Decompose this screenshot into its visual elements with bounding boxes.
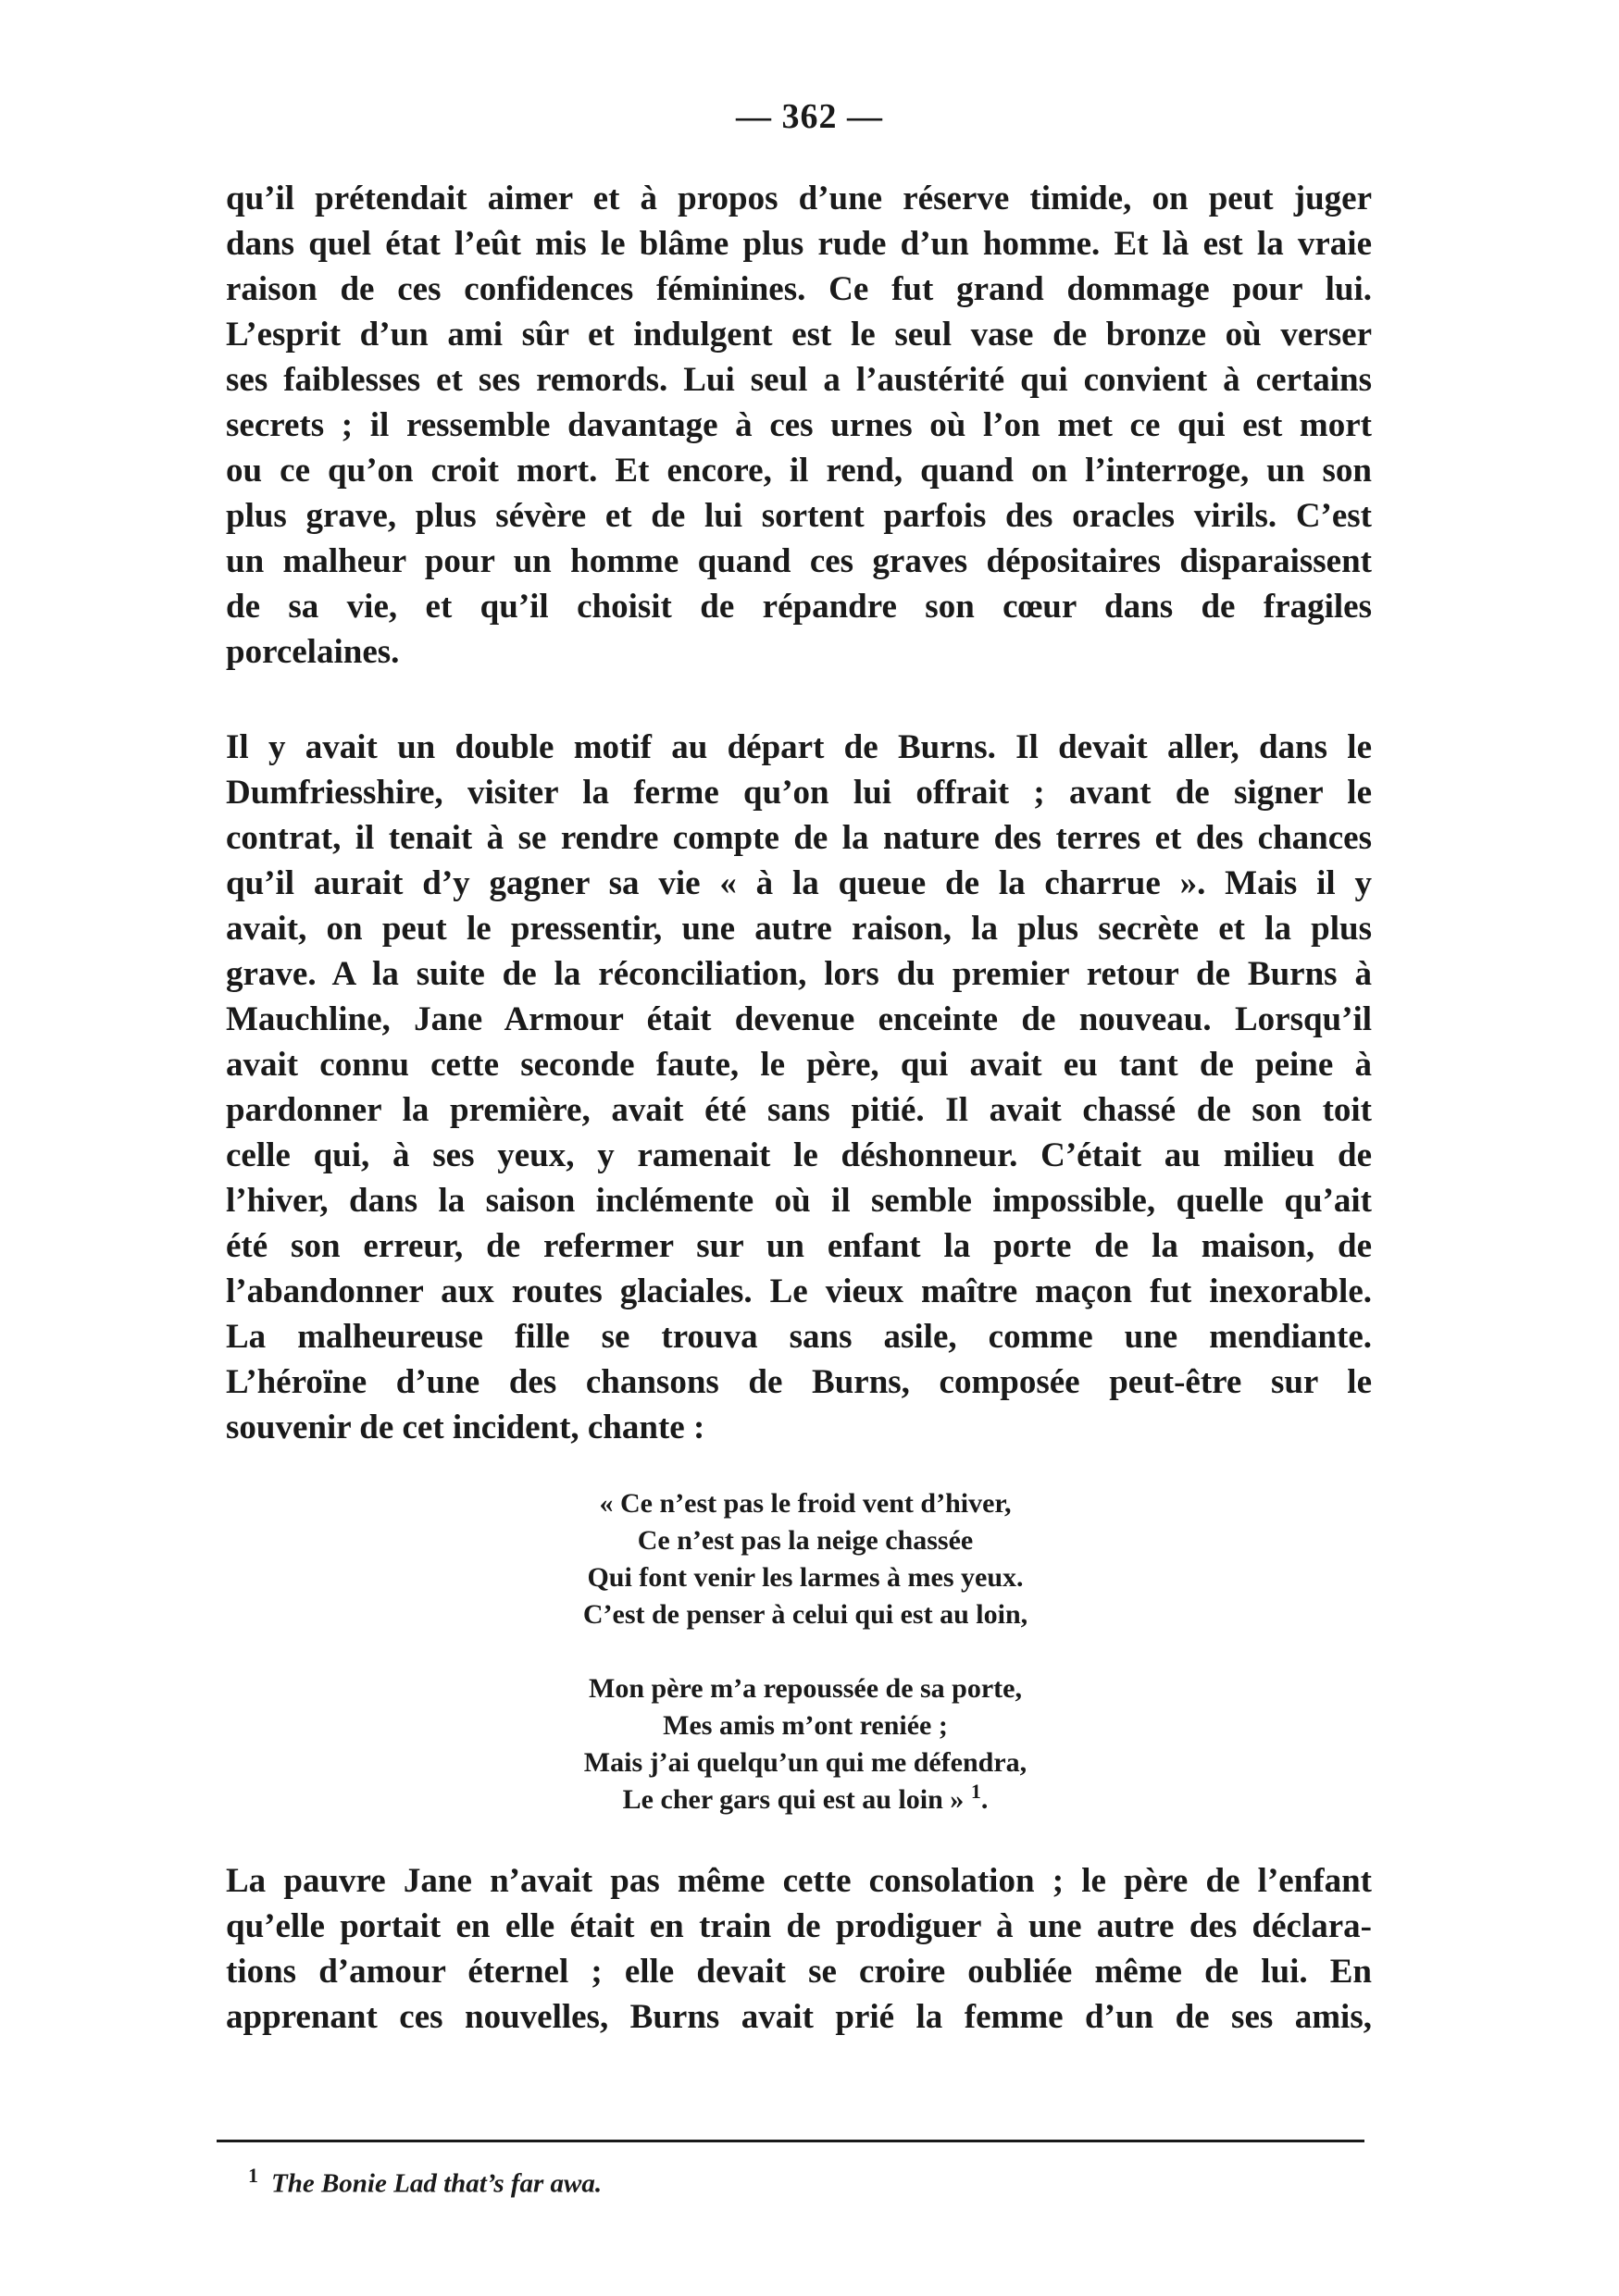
paragraph-line: raison de ces confidences féminines. Ce fut grand dommage pour lui.: [226, 270, 1372, 308]
paragraph-line: l’abandonner aux routes glaciales. Le vieux maître maçon fut inexorable.: [226, 1272, 1372, 1310]
paragraph-line: qu’il prétendait aimer et à propos d’une réserve timide, on peut juger: [226, 180, 1372, 217]
footnote-reference[interactable]: 1: [970, 1780, 981, 1803]
paragraph-line: l’hiver, dans la saison inclémente où il semble impossible, quelle qu’ait: [226, 1182, 1372, 1220]
paragraph-line: Il y avait un double motif au départ de Burns. Il devait aller, dans le: [226, 728, 1372, 766]
poem-line: C’est de penser à celui qui est au loin,: [582, 1599, 1028, 1630]
poem-line: « Ce n’est pas le froid vent d’hiver,: [599, 1488, 1012, 1519]
paragraph-line: qu’il aurait d’y gagner sa vie « à la queue de la charrue ». Mais il y: [226, 864, 1372, 902]
paragraph-line: grave. A la suite de la réconciliation, lors du premier retour de Burns à: [226, 955, 1372, 993]
poem-stanza-1: [518, 1485, 1092, 1633]
paragraph-line: de sa vie, et qu’il choisit de répandre son cœur dans de fragiles: [226, 588, 1372, 626]
poem-line: Ce n’est pas la neige chassée: [637, 1525, 974, 1556]
paragraph-line: contrat, il tenait à se rendre compte de la nature des terres et des chances: [226, 819, 1372, 857]
paragraph-line: Dumfriesshire, visiter la ferme qu’on lui offrait ; avant de signer le: [226, 774, 1372, 812]
poem-line: Mon père m’a repoussée de sa porte,: [589, 1673, 1022, 1704]
paragraph-1: [226, 176, 1372, 675]
footnote: [248, 2164, 602, 2200]
paragraph-line: qu’elle portait en elle était en train de prodiguer à une autre des déclara-: [226, 1907, 1372, 1945]
paragraph-line: La malheureuse fille se trouva sans asile, comme une mendiante.: [226, 1318, 1372, 1356]
paragraph-line: avait, on peut le pressentir, une autre raison, la plus secrète et la plus: [226, 910, 1372, 948]
paragraph-line: La pauvre Jane n’avait pas même cette consolation ; le père de l’enfant: [226, 1862, 1372, 1900]
footnote-text: The Bonie Lad that’s far awa.: [271, 2168, 603, 2199]
paragraph-line: porcelaines.: [226, 633, 400, 671]
paragraph-line: L’esprit d’un ami sûr et indulgent est le seul vase de bronze où verser: [226, 316, 1372, 354]
paragraph-line: secrets ; il ressemble davantage à ces urnes où l’on met ce qui est mort: [226, 406, 1372, 444]
footnote-divider: [217, 2140, 1364, 2142]
paragraph-line: dans quel état l’eût mis le blâme plus rude d’un homme. Et là est la vraie: [226, 225, 1372, 263]
poem-line-with-note: [518, 1781, 1092, 1818]
paragraph-line: L’héroïne d’une des chansons de Burns, composée peut-être sur le: [226, 1363, 1372, 1401]
footnote-mark: 1: [248, 2164, 258, 2187]
poem-line: Qui font venir les larmes à mes yeux.: [587, 1562, 1024, 1593]
paragraph-line: plus grave, plus sévère et de lui sortent parfois des oracles virils. C’est: [226, 497, 1372, 535]
paragraph-line: souvenir de cet incident, chante :: [226, 1409, 705, 1446]
paragraph-line: ses faiblesses et ses remords. Lui seul a l’austérité qui convient à certains: [226, 361, 1372, 399]
paragraph-line: apprenant ces nouvelles, Burns avait prié la femme d’un de ses amis,: [226, 1998, 1372, 2036]
paragraph-line: ou ce qu’on croit mort. Et encore, il rend, quand on l’interroge, un son: [226, 452, 1372, 490]
paragraph-3: [226, 1858, 1372, 2040]
poem-line: Le cher gars qui est au loin »: [622, 1784, 971, 1815]
paragraph-line: celle qui, à ses yeux, y ramenait le déshonneur. C’était au milieu de: [226, 1136, 1372, 1174]
poem-line: Mes amis m’ont reniée ;: [663, 1710, 948, 1741]
paragraph-line: un malheur pour un homme quand ces graves dépositaires disparaissent: [226, 542, 1372, 580]
paragraph-line: avait connu cette seconde faute, le père, qui avait eu tant de peine à: [226, 1046, 1372, 1084]
poem-line: Mais j’ai quelqu’un qui me défendra,: [583, 1747, 1027, 1778]
paragraph-line: pardonner la première, avait été sans pitié. Il avait chassé de son toit: [226, 1091, 1372, 1129]
page-number: — 362 —: [736, 97, 883, 136]
paragraph-line: Mauchline, Jane Armour était devenue enceinte de nouveau. Lorsqu’il: [226, 1000, 1372, 1038]
paragraph-2: [226, 725, 1372, 1450]
paragraph-line: tions d’amour éternel ; elle devait se croire oubliée même de lui. En: [226, 1953, 1372, 1991]
poem-stanza-2: [518, 1670, 1092, 1818]
poem-line-end: .: [980, 1784, 989, 1815]
paragraph-line: été son erreur, de refermer sur un enfant la porte de la maison, de: [226, 1227, 1372, 1265]
